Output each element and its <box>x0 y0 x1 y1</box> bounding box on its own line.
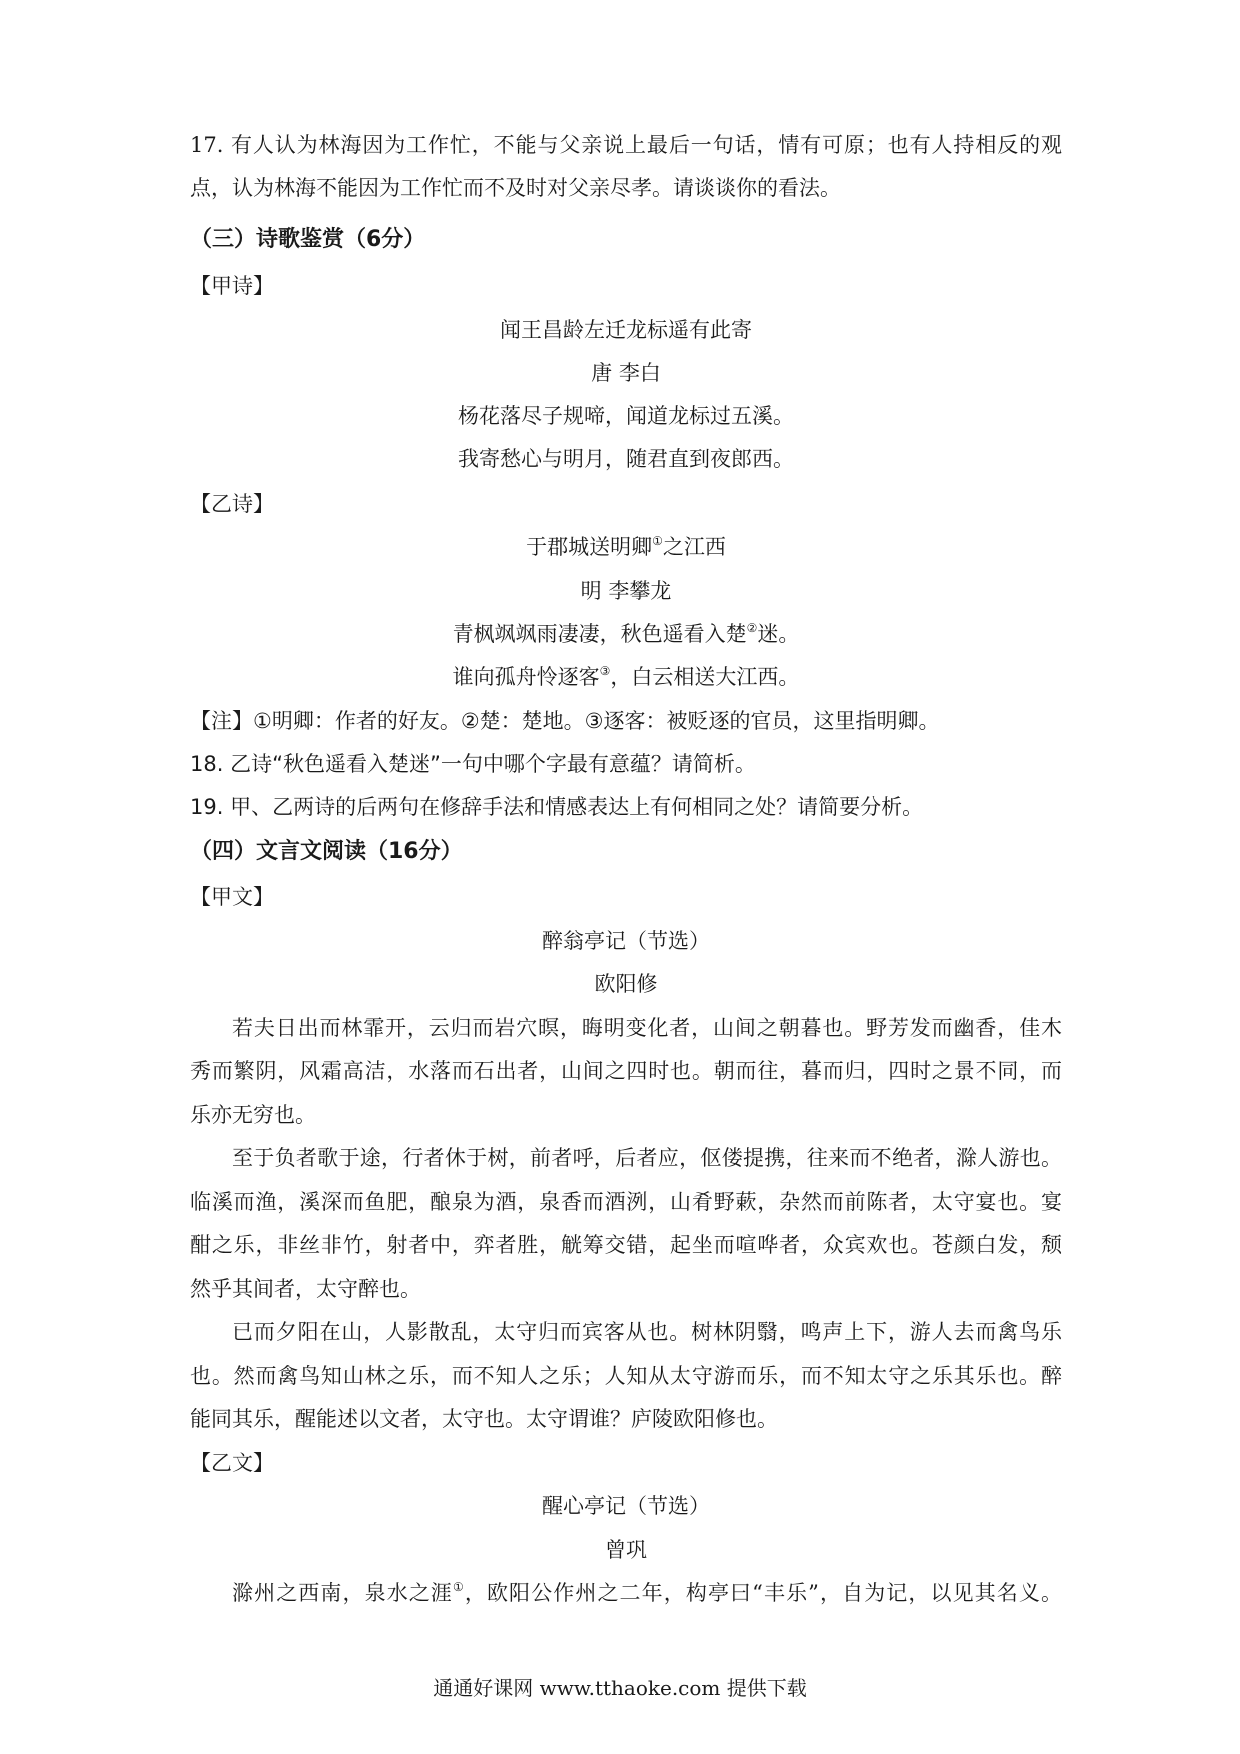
poem-a-label: 【甲诗】 <box>190 274 274 298</box>
question-18: 18. 乙诗“秋色遥看入楚迷”一句中哪个字最有意蕴？请简析。 <box>190 752 756 776</box>
text-b-title: 醒心亭记（节选） <box>542 1494 710 1518</box>
footnote-marker-2: ② <box>746 621 758 635</box>
footnote-marker-3: ③ <box>599 664 611 678</box>
text-b-label: 【乙文】 <box>190 1451 274 1475</box>
text-a-p2-line-1: 至于负者歌于途，行者休于树，前者呼，后者应，伛偻提携，往来而不绝者，滁人游也。 <box>232 1146 1062 1170</box>
poem-b-label: 【乙诗】 <box>190 492 274 516</box>
text-a-p1-line-3: 乐亦无穷也。 <box>190 1103 316 1127</box>
text-a-label: 【甲文】 <box>190 885 274 909</box>
text-a-p3-line-1: 已而夕阳在山，人影散乱，太守归而宾客从也。树林阴翳，鸣声上下，游人去而禽鸟乐 <box>232 1320 1062 1344</box>
footnote-marker-text-b-1: ① <box>453 1580 465 1594</box>
text-a-p1-line-2: 秀而繁阴，风霜高洁，水落而石出者，山间之四时也。朝而往，暮而归，四时之景不同，而 <box>190 1059 1062 1083</box>
question-17-line-1: 17. 有人认为林海因为工作忙，不能与父亲说上最后一句话，情有可原；也有人持相反的观 <box>190 133 1062 157</box>
section-3-heading: （三）诗歌鉴赏（6分） <box>190 227 426 252</box>
question-19: 19. 甲、乙两诗的后两句在修辞手法和情感表达上有何相同之处？请简要分析。 <box>190 795 924 819</box>
section-4-heading: （四）文言文阅读（16分） <box>190 839 463 864</box>
poem-a-verse-2: 我寄愁心与明月，随君直到夜郎西。 <box>458 447 794 471</box>
text-a-p2-line-4: 然乎其间者，太守醉也。 <box>190 1277 421 1301</box>
poem-a-verse-1: 杨花落尽子规啼，闻道龙标过五溪。 <box>458 404 794 428</box>
text-b-p1-text: 滁州之西南，泉水之涯 <box>232 1581 453 1605</box>
text-a-p2-line-2: 临溪而渔，溪深而鱼肥，酿泉为酒，泉香而酒洌，山肴野蔌，杂然而前陈者，太守宴也。宴 <box>190 1190 1062 1214</box>
poem-b-title-text-end: 之江西 <box>662 535 726 559</box>
poem-a-author: 唐 李白 <box>591 361 661 385</box>
poem-b-verse-1-text: 青枫飒飒雨凄凄，秋色遥看入楚 <box>452 622 747 646</box>
poem-notes: 【注】①明卿：作者的好友。②楚：楚地。③逐客：被贬逐的官员，这里指明卿。 <box>190 709 940 733</box>
text-b-author: 曾巩 <box>605 1538 647 1562</box>
text-a-p1-line-1: 若夫日出而林霏开，云归而岩穴暝，晦明变化者，山间之朝暮也。野芳发而幽香，佳木 <box>232 1016 1062 1040</box>
text-a-p3-line-3: 能同其乐，醒能述以文者，太守也。太守谓谁？庐陵欧阳修也。 <box>190 1407 778 1431</box>
poem-b-author: 明 李攀龙 <box>580 579 672 603</box>
footnote-marker-1: ① <box>652 534 663 548</box>
poem-a-title: 闻王昌龄左迁龙标遥有此寄 <box>500 318 752 342</box>
poem-b-verse-1 <box>190 619 1062 649</box>
text-a-author: 欧阳修 <box>594 972 658 996</box>
poem-b-title-text: 于郡城送明卿 <box>526 535 653 559</box>
text-a-p2-line-3: 酣之乐，非丝非竹，射者中，弈者胜，觥筹交错，起坐而喧哗者，众宾欢也。苍颜白发，颓 <box>190 1233 1062 1257</box>
question-17-line-2: 点，认为林海不能因为工作忙而不及时对父亲尽孝。请谈谈你的看法。 <box>190 176 841 200</box>
poem-b-title <box>190 532 1062 562</box>
text-b-p1-text-end: ，欧阳公作州之二年，构亭曰“丰乐”，自为记，以见其名义。 <box>464 1581 1062 1605</box>
page-footer: 通通好课网 www.tthaoke.com 提供下载 <box>433 1676 807 1700</box>
poem-b-verse-2 <box>190 662 1062 692</box>
poem-b-verse-2-text-end: ，白云相送大江西。 <box>610 665 800 689</box>
poem-b-verse-2-text: 谁向孤舟怜逐客 <box>452 665 600 689</box>
text-a-p3-line-2: 也。然而禽鸟知山林之乐，而不知人之乐；人知从太守游而乐，而不知太守之乐其乐也。醉 <box>190 1364 1062 1388</box>
text-b-p1-line-1 <box>232 1578 1062 1608</box>
text-a-title: 醉翁亭记（节选） <box>542 929 710 953</box>
poem-b-verse-1-text-end: 迷。 <box>757 622 800 646</box>
